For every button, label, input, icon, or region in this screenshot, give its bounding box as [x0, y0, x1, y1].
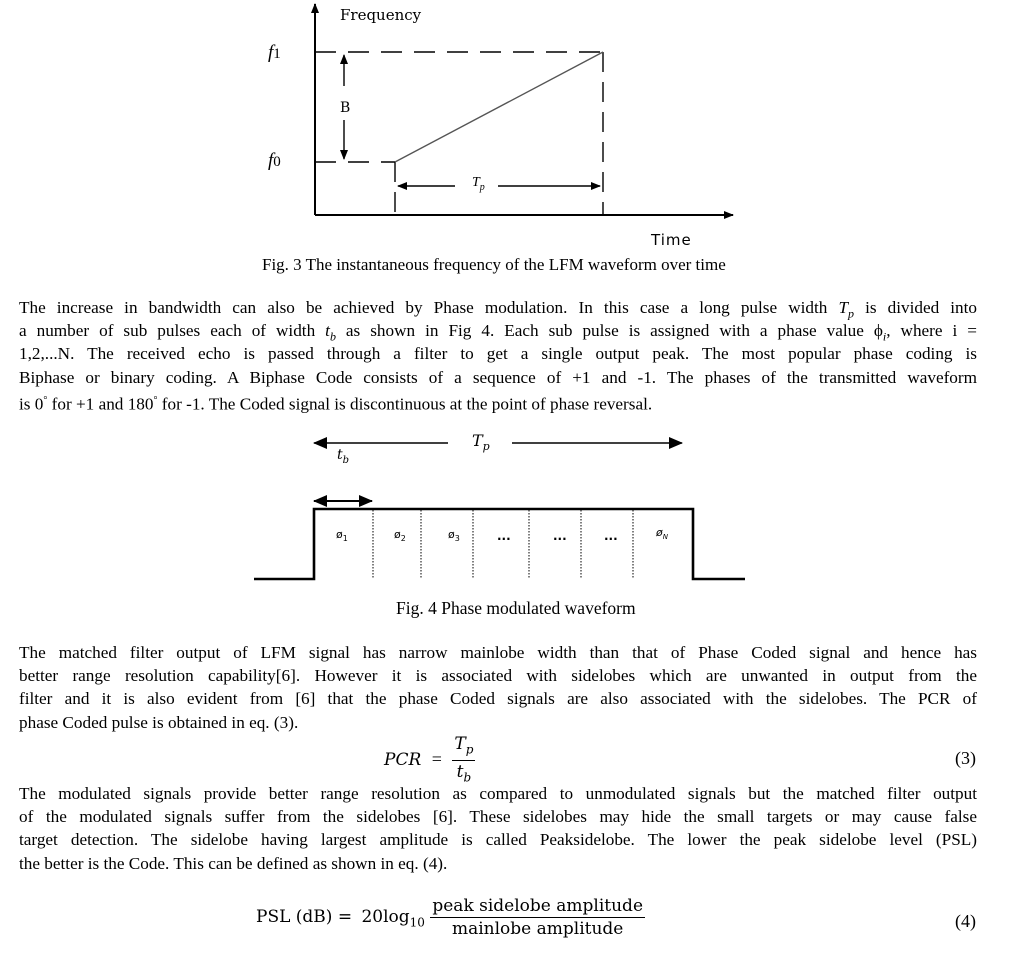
phase-label: $ø_N$	[656, 526, 668, 542]
equation-lhs: PCR	[384, 750, 422, 771]
equation-fraction: $\frac{T_p}{t_b}$	[454, 734, 474, 785]
bit-width-label: $t_b$	[337, 447, 350, 466]
phase-label: ...	[553, 529, 567, 543]
equation-4-number: (4)	[955, 911, 976, 931]
paragraph-phase-modulation	[19, 296, 977, 412]
y-axis-label: Frequency	[340, 6, 422, 24]
paragraph-line: phase Coded pulse is obtained in eq. (3).	[19, 712, 299, 732]
phase-label: ...	[497, 529, 511, 543]
equation-coefficient: $20\log_{10}$	[361, 907, 425, 930]
paragraph-line: The matched filter output of LFM signal has narrow mainlobe width than that of Phase Coded signal and hence has	[19, 643, 977, 662]
paragraph-sidelobes	[19, 782, 977, 875]
figure-4-caption: Fig. 4 Phase modulated waveform	[396, 598, 636, 618]
paragraph-line: is 0° for +1 and 180° for -1. The Coded signal is discontinuous at the point of phase reversal.	[19, 394, 653, 414]
pulse-outline	[254, 509, 745, 579]
phase-label: ...	[604, 529, 618, 543]
phase-label: $ø_3$	[448, 528, 460, 544]
paragraph-line: of the modulated signals suffer from the sidelobes [6]. These sidelobes may hide the small targets or may cause false	[19, 807, 977, 827]
paragraph-line: 1,2,...N. The received echo is passed through a filter to get a single output peak. The most popular phase coding is	[19, 344, 977, 364]
paragraph-line: The modulated signals provide better range resolution as compared to unmodulated signals but the matched filter output	[19, 784, 977, 803]
phase-label: $ø_1$	[336, 528, 348, 544]
equation-3-number: (3)	[955, 748, 976, 768]
paragraph-matched-filter	[19, 641, 977, 734]
total-pulse-label: $T_p$	[472, 431, 490, 454]
bandwidth-label: B	[340, 100, 351, 116]
equation-3: PCR = $\frac{T_p}{t_b}$	[384, 733, 475, 789]
paragraph-line: a number of sub pulses each of width $t_b$ as shown in Fig 4. Each sub pulse is assigned with a phase value $\phi_i$, where i =	[19, 321, 977, 344]
lfm-frequency-diagram	[0, 0, 1026, 250]
paragraph-line: target detection. The sidelobe having largest amplitude is called Peaksidelobe. The lower the peak sidelobe level (PSL)	[19, 830, 977, 850]
f1-label: f1	[268, 42, 281, 63]
figure-4	[0, 425, 1026, 595]
phase-label: $ø_2$	[394, 528, 406, 544]
figure-3-caption: Fig. 3 The instantaneous frequency of the LFM waveform over time	[262, 255, 726, 274]
equation-lhs: PSL (dB) =	[256, 907, 353, 927]
phase-modulated-waveform-diagram	[0, 425, 1026, 595]
frequency-ramp	[395, 52, 603, 162]
equation-4	[256, 895, 645, 940]
paragraph-line: filter and it is also evident from [6] that the phase Coded signals are also associated with the sidelobes. The PCR of	[19, 689, 977, 709]
paragraph-line: The increase in bandwidth can also be achieved by Phase modulation. In this case a long pulse width $T_p$ is divided into	[19, 298, 977, 321]
subpulse-dividers	[373, 510, 633, 579]
equation-fraction: $\frac{\text{peak sidelobe amplitude}}{\text{mainlobe amplitude}}$	[432, 896, 643, 939]
paragraph-line: the better is the Code. This can be defined as shown in eq. (4).	[19, 853, 448, 873]
pulse-width-label: $T_p$	[472, 175, 485, 193]
paragraph-line: Biphase or binary coding. A Biphase Code consists of a sequence of +1 and -1. The phases of the transmitted waveform	[19, 367, 977, 387]
f0-label: f0	[268, 150, 281, 171]
x-axis-label: Time	[651, 231, 692, 249]
figure-3	[0, 0, 1026, 250]
paragraph-line: better range resolution capability[6]. However it is associated with sidelobes which are unwanted in output from the	[19, 666, 977, 686]
